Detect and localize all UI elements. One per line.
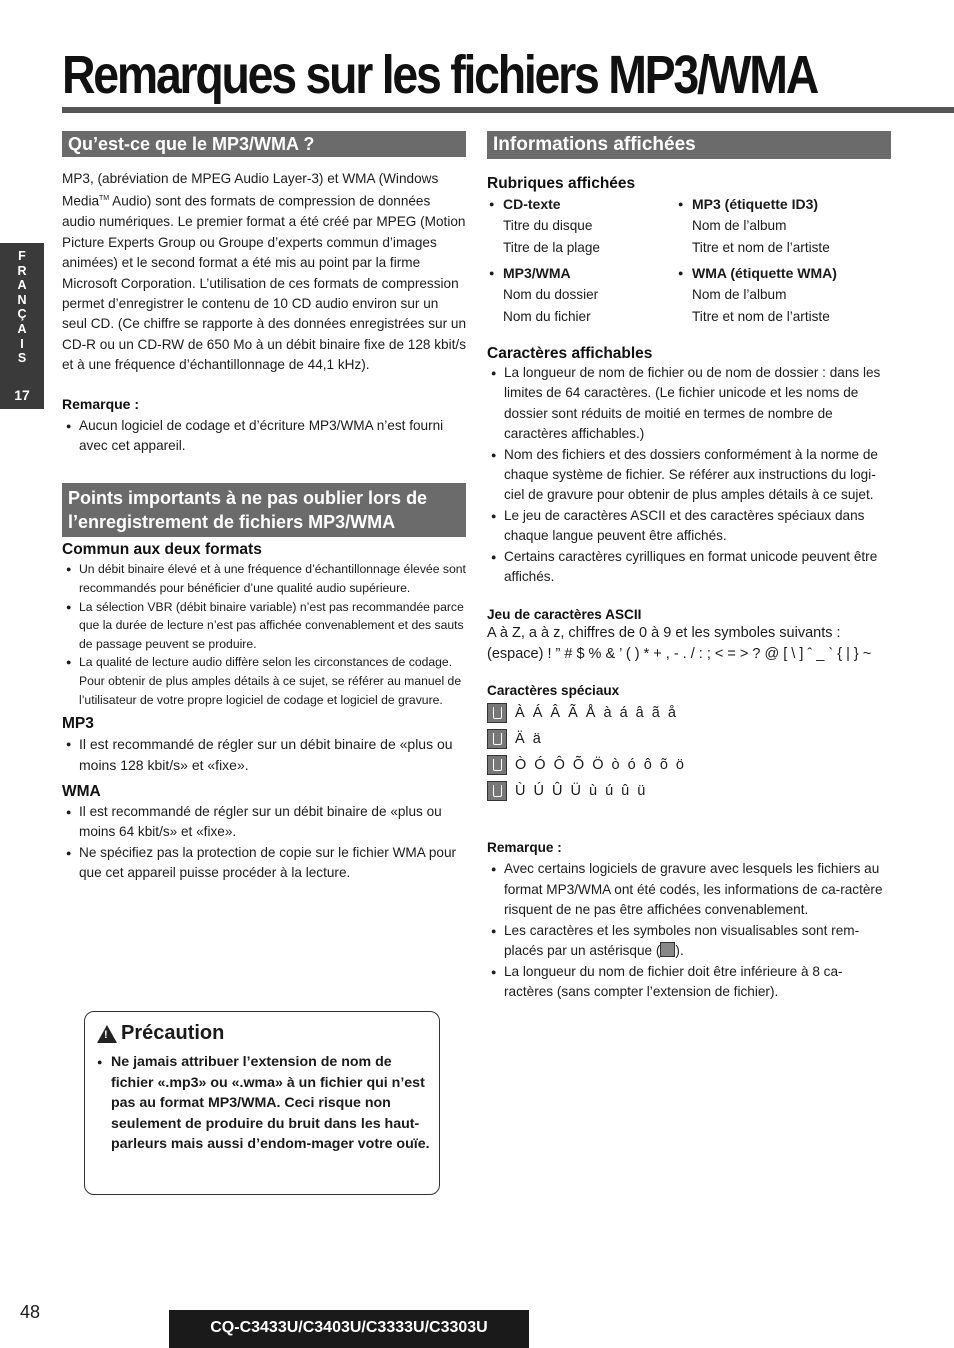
- intro-paragraph: [62, 169, 466, 376]
- special-char-text: À Á Â Ã Å à á â ã å: [515, 705, 678, 722]
- left-column: [62, 131, 466, 884]
- model-number: CQ-C3433U/C3403U/C3333U/C3303U: [169, 1310, 529, 1348]
- rubrique-item: Titre et nom de l’artiste: [692, 309, 830, 324]
- special-characters: [487, 700, 891, 804]
- ascii-text: A à Z, a à z, chiffres de 0 à 9 et les symboles suivants : (espace) ! ” # $ % & ’ ( ) * + , - . / : ; < = > ? @ [ \ ] ˆ _ ` { | } ~: [487, 625, 872, 662]
- list-item: ● Ne spécifiez pas la protection de copie sur le fichier WMA pour que cet appareil puisse procéder à la lecture.: [62, 843, 466, 884]
- trademark-mark: TM: [99, 195, 110, 203]
- rubriques-grid: [487, 193, 891, 329]
- rubriques-title: Rubriques affichées: [487, 175, 636, 192]
- special-char-text: Ò Ó Ô Õ Ö ò ó ô õ ö: [515, 757, 686, 774]
- asterisk-note-text: Les caractères et les symboles non visualisables sont rem-placés par un astérisque (: [504, 922, 860, 959]
- list-item: ● Certains caractères cyrilliques en format unicode peuvent être affichés.: [487, 547, 891, 588]
- list-item: ● Un débit binaire élevé et à une fréquence d’échantillonnage élevée sont recommandés pour bénéficier d’une qualité audio supérieure.: [62, 560, 466, 597]
- list-item: ● Le jeu de caractères ASCII et des caractères spéciaux dans chaque langue peuvent être affichés.: [487, 506, 891, 547]
- ascii-title: Jeu de caractères ASCII: [487, 607, 642, 623]
- wma-title: WMA: [62, 782, 101, 800]
- page-number: 48: [20, 1302, 41, 1322]
- mp3-title: MP3: [62, 715, 94, 733]
- rubrique-item: Nom de l’album: [692, 287, 787, 302]
- language-side-tab: [0, 243, 44, 409]
- section-heading-points-importants: Points importants à ne pas oublier lors de l’enregistrement de fichiers MP3/WMA: [62, 483, 466, 537]
- character-key-icon: [487, 703, 507, 723]
- section-heading-what-is: Qu’est-ce que le MP3/WMA ?: [62, 131, 466, 157]
- side-tab-letter: A: [17, 321, 27, 336]
- side-tab-letter: N: [17, 292, 27, 307]
- caution-text: [97, 1052, 431, 1155]
- list-item: ● Ne jamais attribuer l’extension de nom de fichier «.mp3» ou «.wma» à un fichier qui n’est pas au format MP3/WMA. Ceci risque non seulement de produire du bruit dans les haut-parleurs mais aussi d’endom-mager votre ouïe.: [97, 1052, 431, 1155]
- side-tab-letter: S: [17, 351, 27, 366]
- list-item: ● La longueur du nom de fichier doit être inférieure à 8 ca-ractères (sans compter l’extension de fichier).: [487, 962, 891, 1003]
- wma-list: [62, 802, 466, 884]
- rubrique-item: Titre de la plage: [503, 240, 600, 255]
- special-char-row: [487, 726, 891, 752]
- list-item: ● La longueur de nom de fichier ou de nom de dossier : dans les limites de 64 caractères. (Le fichier unicode et les noms de dossier sont réduits de moitié en termes de nombre de caractères affichables.): [487, 363, 891, 445]
- caracteres-title: Caractères affichables: [487, 345, 653, 362]
- character-key-icon: [487, 781, 507, 801]
- caution-box: [84, 1011, 440, 1195]
- remark-list: [62, 416, 466, 457]
- rubrique-item: Titre du disque: [503, 218, 593, 233]
- special-char-row: [487, 752, 891, 778]
- rubrique-heading: ● MP3/WMA: [487, 262, 677, 284]
- special-char-row: [487, 700, 891, 726]
- asterisk-note-end: ).: [675, 943, 684, 959]
- page-title: Remarques sur les fichiers MP3/WMA: [62, 45, 817, 105]
- right-remark-title: Remarque :: [487, 840, 562, 856]
- rubriques-left: [487, 193, 677, 328]
- list-item: ● Nom des fichiers et des dossiers conformément à la norme de chaque système de fichier. Se référer aux instructions du logi-ciel de gravure pour obtenir de plus amples détails à ce sujet.: [487, 445, 891, 506]
- warning-icon: [97, 1025, 117, 1043]
- asterisk-symbol-icon: [660, 942, 675, 957]
- special-char-text: Ä ä: [515, 731, 543, 748]
- common-formats-title: Commun aux deux formats: [62, 541, 262, 559]
- list-item: ● La sélection VBR (débit binaire variable) n’est pas recommandée parce que la durée de lecture n’est pas affichée convenablement et des sauts de passage peuvent se produire.: [62, 598, 466, 654]
- intro-text-2: Audio) sont des formats de compression de données audio numériques. Le premier format a été créé par MPEG (Motion Picture Experts Group ou Groupe d’experts commun d’images animées) et le second format a été mis au point par la firme Microsoft Corporation. L’utilisation de ces formats de compression permet d’enregistrer le contenu de 10 CD audio environ sur un seul CD. (Ce chiffre se rapporte à des données enregistrées sur un CD-R ou un CD-RW de 650 Mo à un débit binaire fixe de 128 kbit/s et à une fréquence d’échantillonnage de 44,1 kHz).: [62, 193, 467, 373]
- section-heading-informations: Informations affichées: [487, 131, 891, 159]
- special-char-row: [487, 778, 891, 804]
- character-key-icon: [487, 729, 507, 749]
- right-column: [487, 131, 891, 1002]
- title-rule: [62, 107, 954, 113]
- side-tab-letter: I: [20, 336, 24, 351]
- rubrique-heading: ● CD-texte: [487, 193, 677, 215]
- caution-title: [97, 1022, 224, 1045]
- special-char-text: Ù Ú Û Ü ù ú û ü: [515, 783, 648, 800]
- side-tab-letter: A: [17, 278, 27, 293]
- list-item: ● Avec certains logiciels de gravure avec lesquels les fichiers au format MP3/WMA ont été codés, les informations de ca-ractère risquent de ne pas être affichées convenablement.: [487, 859, 891, 920]
- common-formats-list: [62, 560, 466, 709]
- rubrique-item: Titre et nom de l’artiste: [692, 240, 830, 255]
- rubrique-item: Nom du dossier: [503, 287, 599, 302]
- list-item: ● Il est recommandé de régler sur un débit binaire de «plus ou moins 128 kbit/s» et «fixe».: [62, 734, 466, 775]
- list-item: ● La qualité de lecture audio diffère selon les circonstances de codage. Pour obtenir de plus amples détails à ce sujet, se référer au manuel de l’utilisateur de votre propre logiciel de codage et logiciel de gravure.: [62, 653, 466, 709]
- rubrique-item: Nom de l’album: [692, 218, 787, 233]
- side-tab-letters: [0, 249, 44, 366]
- side-tab-letter: R: [17, 263, 27, 278]
- rubrique-item: Nom du fichier: [503, 309, 591, 324]
- side-tab-number: 17: [14, 387, 30, 403]
- remark-title: Remarque :: [62, 395, 140, 412]
- list-item: ● Il est recommandé de régler sur un débit binaire de «plus ou moins 64 kbit/s» et «fixe».: [62, 802, 466, 843]
- mp3-list: [62, 734, 466, 775]
- caution-list: [97, 1052, 431, 1155]
- rubriques-right: [676, 193, 891, 328]
- list-item: [487, 921, 891, 962]
- rubrique-heading: ● WMA (étiquette WMA): [676, 262, 891, 284]
- caution-title-text: Précaution: [121, 1022, 225, 1044]
- right-remark-list: [487, 859, 891, 1002]
- rubrique-heading: ● MP3 (étiquette ID3): [676, 193, 891, 215]
- side-tab-letter: Ç: [17, 307, 27, 322]
- list-item: ● Aucun logiciel de codage et d’écriture MP3/WMA n’est fourni avec cet appareil.: [62, 416, 466, 457]
- character-key-icon: [487, 755, 507, 775]
- side-tab-letter: F: [18, 249, 26, 263]
- intro-text-1: MP3, (abréviation de MPEG Audio Layer-3) et WMA (Windows Media: [62, 171, 439, 209]
- special-title: Caractères spéciaux: [487, 683, 620, 699]
- caracteres-list: [487, 363, 891, 587]
